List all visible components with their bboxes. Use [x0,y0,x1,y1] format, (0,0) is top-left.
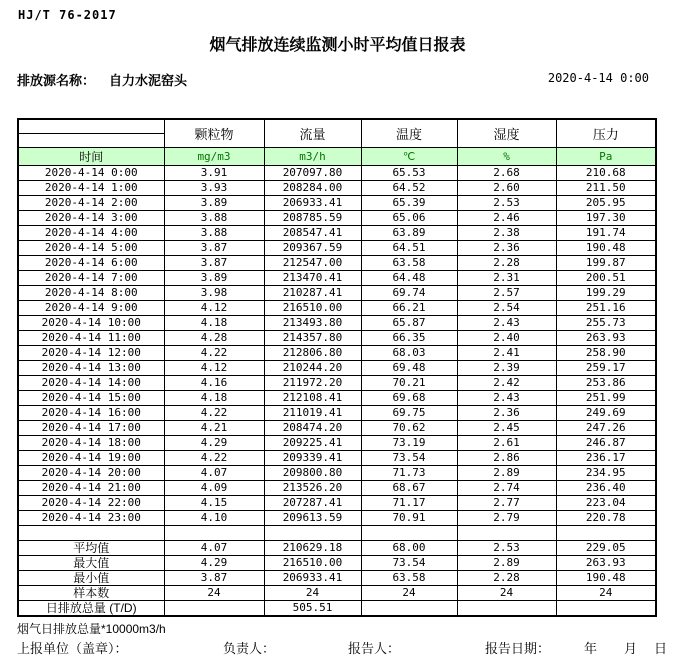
hourly-data-row [18,391,656,406]
hourly-data-row [18,181,656,196]
value-cell: 65.53 [361,166,457,181]
value-cell: 207287.41 [264,496,361,511]
value-cell: 69.48 [361,361,457,376]
value-cell: 2.61 [457,436,556,451]
row-label-cell: 样本数 [18,586,164,601]
monitoring-data-table [17,118,657,617]
value-cell: 2.46 [457,211,556,226]
value-cell: 199.87 [556,256,656,271]
value-cell: 209339.41 [264,451,361,466]
hourly-data-row [18,256,656,271]
col-header-pressure: 压力 [556,119,656,148]
value-cell: 4.21 [164,421,264,436]
hourly-data-row [18,211,656,226]
hourly-data-row [18,196,656,211]
value-cell: 2.53 [457,541,556,556]
value-cell: 2.40 [457,331,556,346]
value-cell: 251.99 [556,391,656,406]
row-label-cell: 2020-4-14 23:00 [18,511,164,526]
row-label-cell: 2020-4-14 4:00 [18,226,164,241]
standard-code: HJ/T 76-2017 [18,8,117,22]
hourly-data-row [18,361,656,376]
unit-flow: m3/h [264,148,361,166]
value-cell: 197.30 [556,211,656,226]
row-label-cell: 2020-4-14 22:00 [18,496,164,511]
value-cell: 2.36 [457,406,556,421]
value-cell: 66.21 [361,301,457,316]
value-cell: 229.05 [556,541,656,556]
value-cell: 208785.59 [264,211,361,226]
value-cell: 2.54 [457,301,556,316]
footer-note: 烟气日排放总量*10000m3/h [17,622,166,636]
value-cell: 2.42 [457,376,556,391]
row-label-cell: 2020-4-14 19:00 [18,451,164,466]
hourly-data-body [18,166,656,526]
spacer-cell [164,526,264,541]
responsible-person-label: 负责人： [223,641,276,656]
value-cell: 24 [264,586,361,601]
hourly-data-row [18,346,656,361]
value-cell: 210287.41 [264,286,361,301]
value-cell: 2.45 [457,421,556,436]
value-cell: 2.79 [457,511,556,526]
value-cell: 69.74 [361,286,457,301]
summary-row [18,571,656,586]
value-cell: 206933.41 [264,196,361,211]
value-cell: 212108.41 [264,391,361,406]
summary-row [18,601,656,617]
hourly-data-row [18,166,656,181]
col-header-flow: 流量 [264,119,361,148]
spacer-cell [556,526,656,541]
value-cell: 63.58 [361,571,457,586]
value-cell: 4.28 [164,331,264,346]
value-cell: 211.50 [556,181,656,196]
row-label-cell: 2020-4-14 6:00 [18,256,164,271]
value-cell: 71.73 [361,466,457,481]
value-cell: 4.18 [164,316,264,331]
col-header-temperature: 温度 [361,119,457,148]
value-cell: 2.41 [457,346,556,361]
value-cell: 3.98 [164,286,264,301]
hourly-data-row [18,376,656,391]
value-cell: 4.16 [164,376,264,391]
value-cell: 207097.80 [264,166,361,181]
value-cell: 4.29 [164,556,264,571]
value-cell: 4.18 [164,391,264,406]
value-cell: 2.89 [457,466,556,481]
row-label-cell: 最大值 [18,556,164,571]
value-cell: 73.54 [361,556,457,571]
row-label-cell: 2020-4-14 11:00 [18,331,164,346]
value-cell: 2.28 [457,256,556,271]
summary-row [18,556,656,571]
value-cell: 210629.18 [264,541,361,556]
value-cell: 65.87 [361,316,457,331]
value-cell: 259.17 [556,361,656,376]
value-cell: 263.93 [556,331,656,346]
hourly-data-row [18,301,656,316]
row-label-cell: 2020-4-14 16:00 [18,406,164,421]
value-cell: 71.17 [361,496,457,511]
value-cell: 2.43 [457,316,556,331]
value-cell: 211019.41 [264,406,361,421]
row-label-cell: 2020-4-14 17:00 [18,421,164,436]
spacer-cell [457,526,556,541]
row-label-cell: 2020-4-14 2:00 [18,196,164,211]
value-cell: 2.86 [457,451,556,466]
value-cell: 258.90 [556,346,656,361]
value-cell: 220.78 [556,511,656,526]
row-label-cell: 日排放总量 (T/D) [18,601,164,617]
col-header-humidity: 湿度 [457,119,556,148]
value-cell: 190.48 [556,571,656,586]
row-label-cell: 2020-4-14 12:00 [18,346,164,361]
value-cell: 64.51 [361,241,457,256]
unit-temperature: ℃ [361,148,457,166]
value-cell: 2.74 [457,481,556,496]
summary-row [18,586,656,601]
value-cell: 24 [556,586,656,601]
value-cell: 3.93 [164,181,264,196]
value-cell [361,601,457,617]
row-label-cell: 2020-4-14 21:00 [18,481,164,496]
value-cell: 4.22 [164,346,264,361]
value-cell: 63.58 [361,256,457,271]
value-cell: 70.91 [361,511,457,526]
value-cell: 3.89 [164,271,264,286]
month-label: 月 [624,641,638,656]
emission-source-line [17,70,187,89]
row-label-cell: 最小值 [18,571,164,586]
value-cell: 70.62 [361,421,457,436]
value-cell: 2.28 [457,571,556,586]
value-cell: 3.91 [164,166,264,181]
value-cell: 205.95 [556,196,656,211]
value-cell: 2.77 [457,496,556,511]
value-cell: 69.75 [361,406,457,421]
value-cell: 216510.00 [264,301,361,316]
value-cell: 70.21 [361,376,457,391]
value-cell: 2.68 [457,166,556,181]
value-cell: 4.12 [164,301,264,316]
spacer-cell [361,526,457,541]
value-cell: 73.19 [361,436,457,451]
row-label-cell: 2020-4-14 10:00 [18,316,164,331]
value-cell: 3.87 [164,256,264,271]
value-cell: 73.54 [361,451,457,466]
report-unit-label: 上报单位（盖章）： [17,641,128,656]
value-cell: 4.12 [164,361,264,376]
value-cell: 213470.41 [264,271,361,286]
value-cell: 4.09 [164,481,264,496]
value-cell: 2.39 [457,361,556,376]
value-cell: 212806.80 [264,346,361,361]
year-label: 年 [584,641,598,656]
row-label-cell: 2020-4-14 15:00 [18,391,164,406]
value-cell: 3.87 [164,571,264,586]
value-cell: 236.17 [556,451,656,466]
value-cell: 2.57 [457,286,556,301]
value-cell: 65.06 [361,211,457,226]
header-time-empty-cell [18,119,164,134]
value-cell: 251.16 [556,301,656,316]
hourly-data-row [18,241,656,256]
day-label: 日 [654,641,668,656]
hourly-data-row [18,406,656,421]
hourly-data-row [18,481,656,496]
value-cell: 255.73 [556,316,656,331]
unit-pressure: Pa [556,148,656,166]
hourly-data-row [18,316,656,331]
value-cell: 2.60 [457,181,556,196]
summary-row [18,541,656,556]
value-cell: 2.53 [457,196,556,211]
value-cell: 208284.00 [264,181,361,196]
value-cell: 2.38 [457,226,556,241]
value-cell [556,601,656,617]
summary-rows-body [18,541,656,617]
value-cell: 2.89 [457,556,556,571]
value-cell: 190.48 [556,241,656,256]
page-title: 烟气排放连续监测小时平均值日报表 [209,37,466,54]
value-cell: 213493.80 [264,316,361,331]
value-cell: 24 [164,586,264,601]
value-cell: 4.10 [164,511,264,526]
hourly-data-row [18,496,656,511]
report-date-label: 报告日期： [485,641,551,656]
value-cell: 4.22 [164,406,264,421]
value-cell: 209800.80 [264,466,361,481]
value-cell: 209613.59 [264,511,361,526]
value-cell: 206933.41 [264,571,361,586]
row-label-cell: 2020-4-14 14:00 [18,376,164,391]
value-cell: 249.69 [556,406,656,421]
value-cell: 68.00 [361,541,457,556]
value-cell: 263.93 [556,556,656,571]
hourly-data-row [18,511,656,526]
hourly-data-row [18,436,656,451]
spacer-cell [18,526,164,541]
value-cell: 3.88 [164,211,264,226]
value-cell: 236.40 [556,481,656,496]
value-cell: 66.35 [361,331,457,346]
value-cell: 4.07 [164,466,264,481]
value-cell: 200.51 [556,271,656,286]
emission-source-name: 自力水泥窑头 [109,73,188,88]
col-header-particulate: 颗粒物 [164,119,264,148]
value-cell: 24 [361,586,457,601]
row-label-cell: 平均值 [18,541,164,556]
value-cell: 4.22 [164,451,264,466]
value-cell: 2.31 [457,271,556,286]
header-row-units [18,148,656,166]
header-row-pollutants [18,119,656,134]
row-label-cell: 2020-4-14 18:00 [18,436,164,451]
value-cell: 64.48 [361,271,457,286]
emission-source-label: 排放源名称： [17,73,96,88]
value-cell: 68.67 [361,481,457,496]
value-cell: 191.74 [556,226,656,241]
col-header-time: 时间 [18,148,164,166]
value-cell: 3.88 [164,226,264,241]
value-cell: 2.43 [457,391,556,406]
report-datetime: 2020-4-14 0:00 [547,71,649,85]
value-cell: 212547.00 [264,256,361,271]
value-cell: 209225.41 [264,436,361,451]
hourly-data-row [18,331,656,346]
value-cell: 210.68 [556,166,656,181]
value-cell: 214357.80 [264,331,361,346]
value-cell: 4.15 [164,496,264,511]
value-cell: 216510.00 [264,556,361,571]
summary-body [18,526,656,541]
value-cell: 223.04 [556,496,656,511]
hourly-data-row [18,421,656,436]
spacer-cell [264,526,361,541]
unit-humidity: % [457,148,556,166]
value-cell: 234.95 [556,466,656,481]
value-cell: 65.39 [361,196,457,211]
value-cell: 3.87 [164,241,264,256]
hourly-data-row [18,286,656,301]
row-label-cell: 2020-4-14 3:00 [18,211,164,226]
row-label-cell: 2020-4-14 9:00 [18,301,164,316]
value-cell: 64.52 [361,181,457,196]
hourly-data-row [18,226,656,241]
value-cell: 63.89 [361,226,457,241]
value-cell [457,601,556,617]
value-cell: 69.68 [361,391,457,406]
value-cell: 253.86 [556,376,656,391]
header-time-empty-cell-2 [18,134,164,148]
unit-particulate: mg/m3 [164,148,264,166]
reporter-label: 报告人： [348,641,401,656]
value-cell: 199.29 [556,286,656,301]
value-cell: 505.51 [264,601,361,617]
value-cell: 211972.20 [264,376,361,391]
row-label-cell: 2020-4-14 0:00 [18,166,164,181]
row-label-cell: 2020-4-14 1:00 [18,181,164,196]
spacer-row [18,526,656,541]
value-cell: 208474.20 [264,421,361,436]
value-cell: 246.87 [556,436,656,451]
value-cell: 68.03 [361,346,457,361]
row-label-cell: 2020-4-14 7:00 [18,271,164,286]
value-cell: 2.36 [457,241,556,256]
value-cell: 4.29 [164,436,264,451]
row-label-cell: 2020-4-14 20:00 [18,466,164,481]
value-cell: 210244.20 [264,361,361,376]
value-cell: 247.26 [556,421,656,436]
value-cell: 3.89 [164,196,264,211]
value-cell: 209367.59 [264,241,361,256]
value-cell: 4.07 [164,541,264,556]
value-cell: 24 [457,586,556,601]
row-label-cell: 2020-4-14 5:00 [18,241,164,256]
row-label-cell: 2020-4-14 8:00 [18,286,164,301]
value-cell: 208547.41 [264,226,361,241]
hourly-data-row [18,271,656,286]
row-label-cell: 2020-4-14 13:00 [18,361,164,376]
hourly-data-row [18,466,656,481]
hourly-data-row [18,451,656,466]
value-cell: 213526.20 [264,481,361,496]
value-cell [164,601,264,617]
